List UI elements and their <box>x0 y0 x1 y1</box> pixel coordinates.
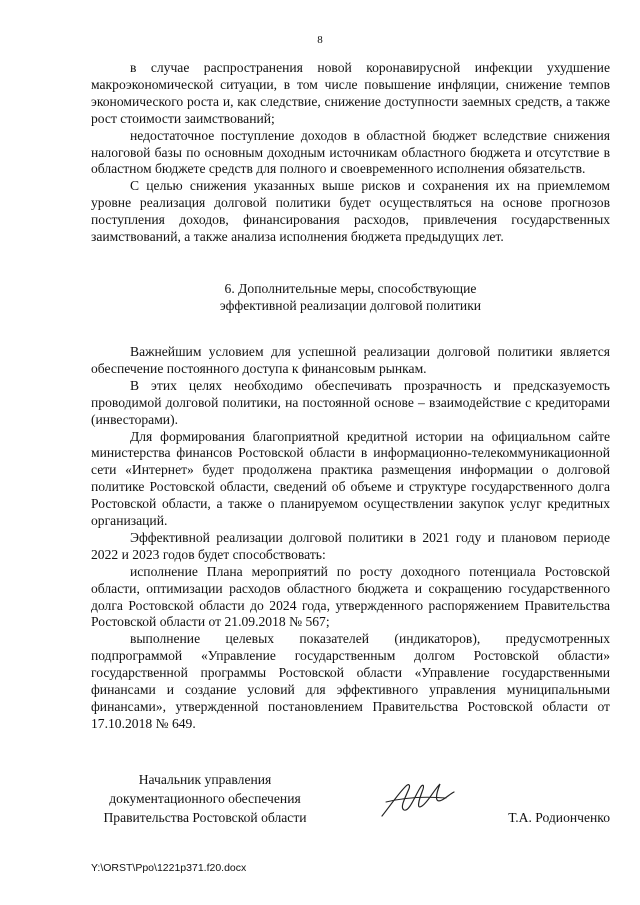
paragraph: Важнейшим условием для успешной реализации долговой политики является обеспечение постоянного доступа к финансовым рынкам. <box>91 343 610 376</box>
page-number: 8 <box>317 34 323 46</box>
paragraph: С целью снижения указанных выше рисков и сохранения их на приемлемом уровне реализация долговой политики будет осуществляться на основе прогнозов поступления доходов, финансирования расходов, привлечения государственных заимствований, а также анализа исполнения бюджета предыдущих лет. <box>91 178 610 245</box>
section-heading-line: эффективной реализации долговой политики <box>219 297 482 313</box>
paragraph: недостаточное поступление доходов в областной бюджет вследствие снижения налоговой базы по основным доходным источникам областного бюджета и отсутствие в областном бюджете средств для полного и своевременного исполнения обязательств. <box>91 127 610 177</box>
paragraph: Эффективной реализации долговой политики в 2021 году и плановом периоде 2022 и 2023 годов будет способствовать: <box>91 529 610 562</box>
signatory-position-line: Начальник управления <box>138 772 272 787</box>
paragraph: исполнение Плана мероприятий по росту доходного потенциала Ростовской области, оптимизации расходов областного бюджета и сокращению государственного долга Ростовской области до 2024 года, утвержденного распоряжением Правительства Ростовской области от 21.09.2018 № 567; <box>91 563 610 630</box>
paragraph: В этих целях необходимо обеспечивать прозрачность и предсказуемость проводимой долговой политики, на постоянной основе – взаимодействие с кредиторами (инвесторами). <box>91 377 610 427</box>
signatory-position-line: документационного обеспечения <box>109 791 301 806</box>
section-heading <box>91 280 610 314</box>
document-body <box>91 60 610 733</box>
signature-block <box>91 770 610 830</box>
paragraph: Для формирования благоприятной кредитной истории на официальном сайте министерства финансов Ростовской области в информационно-телекоммуникационной сети «Интернет» будет продолжена практика размещения информации о долговой политике Ростовской области, сведений об объеме и структуре государственного долга Ростовской области, а также о планируемом осуществлении закупок услуг кредитных организаций. <box>91 428 610 529</box>
signatory-position <box>91 770 319 827</box>
paragraph: в случае распространения новой коронавирусной инфекции ухудшение макроэкономической ситуации, в том числе повышение инфляции, снижение темпов экономического роста и, как следствие, снижение доступности заемных средств, а также рост стоимости заимствований; <box>91 60 610 126</box>
handwritten-signature <box>376 776 456 826</box>
signatory-position-line: Правительства Ростовской области <box>103 810 307 825</box>
paragraph: выполнение целевых показателей (индикаторов), предусмотренных подпрограммой «Управление государственным долгом Ростовской области» государственной программы Ростовской области «Управление государственными финансами и создание условий для эффективного управления муниципальными финансами», утвержденной постановлением Правительства Ростовской области от 17.10.2018 № 649. <box>91 631 610 731</box>
file-path-footer: Y:\ORST\Ppo\1221p371.f20.docx <box>91 862 247 874</box>
signatory-name: Т.А. Родионченко <box>508 810 610 825</box>
section-heading-line: 6. Дополнительные меры, способствующие <box>224 280 477 296</box>
